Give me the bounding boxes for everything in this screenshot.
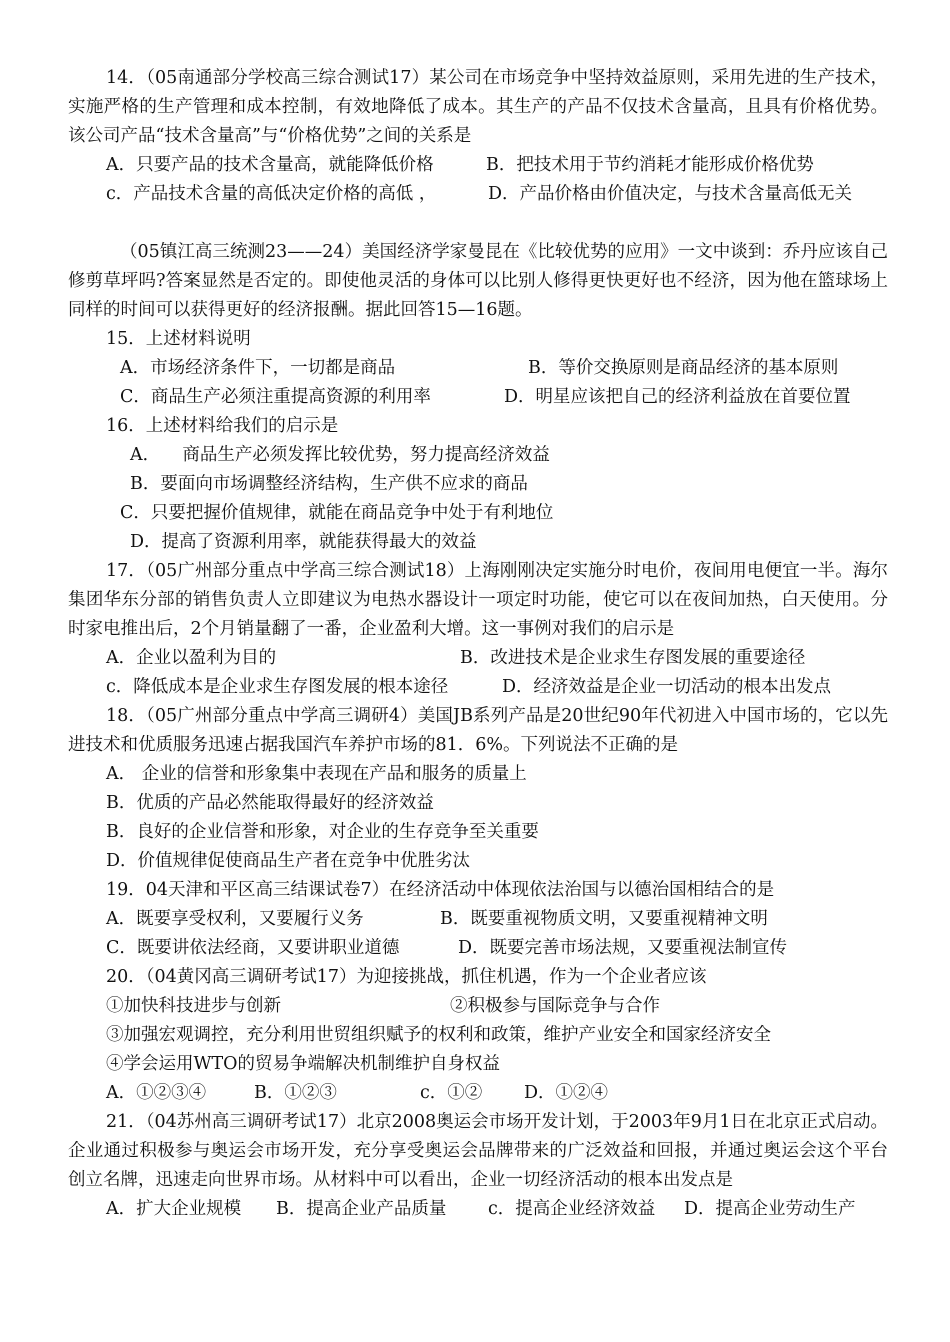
question-17-options-ab	[68, 644, 888, 673]
question-15-option-a: A．市场经济条件下，一切都是商品	[120, 358, 396, 378]
question-20-option-a: A．①②③④	[106, 1083, 207, 1103]
question-17-option-a: A．企业以盈利为目的	[106, 648, 277, 668]
question-18-option-b: B．优质的产品必然能取得最好的经济效益	[106, 793, 434, 813]
question-16-option-c: C．只要把握价值规律，就能在商品竞争中处于有利地位	[120, 503, 554, 523]
question-21-option-a: A．扩大企业规模	[106, 1199, 242, 1219]
question-17-options-cd	[68, 673, 888, 702]
question-17-stem: 17．（05广州部分重点中学高三综合测试18）上海刚刚决定实施分时电价，夜间用电便宜一半。海尔集团华东分部的销售负责人立即建议为电热水器设计一项定时功能，使它可以在夜间加热，白天使用。分时家电推出后，2个月销量翻了一番，企业盈利大增。这一事例对我们的启示是	[68, 561, 888, 639]
question-20-options	[68, 1079, 888, 1108]
question-20-statement-4: ④学会运用WTO的贸易争端解决机制维护自身权益	[106, 1054, 501, 1074]
question-18-option-d: D．价值规律促使商品生产者在竞争中优胜劣汰	[106, 851, 471, 871]
question-18-stem: 18．（05广州部分重点中学高三调研4）美国JB系列产品是20世纪90年代初进入中国市场的，它以先进技术和优质服务迅速占据我国汽车养护市场的81．6%。下列说法不正确的是	[68, 706, 888, 755]
question-20-option-b: B．①②③	[254, 1083, 337, 1103]
question-18-option-a: A． 企业的信誉和形象集中表现在产品和服务的质量上	[106, 764, 527, 784]
question-15-options-cd	[68, 383, 888, 412]
question-20-statement-3: ③加强宏观调控，充分利用世贸组织赋予的权利和政策，维护产业安全和国家经济安全	[106, 1025, 771, 1045]
question-14-option-b: B．把技术用于节约消耗才能形成价格优势	[486, 155, 814, 175]
question-17-option-b: B．改进技术是企业求生存图发展的重要途径	[460, 648, 806, 668]
question-16-option-d: D．提高了资源利用率，就能获得最大的效益	[130, 532, 477, 552]
question-14-options-ab	[68, 151, 888, 180]
question-20-option-c: c．①②	[420, 1083, 483, 1103]
question-20-statement-2: ②积极参与国际竞争与合作	[450, 996, 660, 1016]
question-17-option-d: D．经济效益是企业一切活动的根本出发点	[502, 677, 832, 697]
question-16-stem: 16．上述材料给我们的启示是	[106, 416, 339, 436]
question-19-options-cd	[68, 934, 888, 963]
question-14-option-c: c．产品技术含量的高低决定价格的高低 ，	[106, 184, 437, 204]
question-21-options	[68, 1195, 888, 1224]
question-19-stem: 19．04天津和平区高三结课试卷7）在经济活动中体现依法治国与以德治国相结合的是	[106, 880, 775, 900]
question-16-option-b: B．要面向市场调整经济结构，生产供不应求的商品	[130, 474, 528, 494]
document-content: 14．（05南通部分学校高三综合测试17）某公司在市场竞争中坚持效益原则，采用先进的生产技术，实施严格的生产管理和成本控制，有效地降低了成本。其生产的产品不仅技术含量高，且具有价格优势。该公司产品“技术含量高”与“价格优势”之间的关系是 A．只要产品的技术含量高，就能降低价格 B．把技术用于节约消耗才能形成价格优势 c．产品技术含量的高低决定价格的高低 ， D．产品价格由价值决定，与技术含量高低无关 （05镇江高三统测23——24）美国经济学家曼昆在《比较优势的应用》一文中谈到：乔丹应该自己修剪草坪吗?答案显然是否定的。即使他灵活的身体可以比别人修得更快更好也不经济，因为他在篮球场上同样的时间可以获得更好的经济报酬。据此回答15—16题。 15．上述材料说明 A．市场经济条件下，一切都是商品 B．等价交换原则是商品经济的基本原则 C．商品生产必须注重提高资源的利用率 D．明星应该把自己的经济利益放在首要位置 16．上述材料给我们的启示是 A． 商品生产必须发挥比较优势，努力提高经济效益 B．要面向市场调整经济结构，生产供不应求的商品 C．只要把握价值规律，就能在商品竞争中处于有利地位 D．提高了资源利用率，就能获得最大的效益 17．（05广州部分重点中学高三综合测试18）上海刚刚决定实施分时电价，夜间用电便宜一半。海尔集团华东分部的销售负责人立即建议为电热水器设计一项定时功能，使它可以在夜间加热，白天使用。分时家电推出后，2个月销量翻了一番，企业盈利大增。这一事例对我们的启示是 A．企业以盈利为目的 B．改进技术是企业求生存图发展的重要途径 c．降低成本是企业求生存图发展的根本途径 D．经济效益是企业一切活动的根本出发点 18．（05广州部分重点中学高三调研4）美国JB系列产品是20世纪90年代初进入中国市场的，它以先进技术和优质服务迅速占据我国汽车养护市场的81．6%。下列说法不正确的是 A． 企业的信誉和形象集中表现在产品和服务的质量上 B．优质的产品必然能取得最好的经济效益 B．良好的企业信誉和形象，对企业的生存竞争至关重要 D．价值规律促使商品生产者在竞争中优胜劣汰 19．04天津和平区高三结课试卷7）在经济活动中体现依法治国与以德治国相结合的是 A．既要享受权利，又要履行义务 B．既要重视物质文明，又要重视精神文明 C．既要讲依法经商，又要讲职业道德 D．既要完善市场法规，又要重视法制宣传 20．（04黄冈高三调研考试17）为迎接挑战，抓住机遇，作为一个企业者应该 ①加快科技进步与创新 ②积极参与国际竞争与合作 ③加强宏观调控，充分利用世贸组织赋予的权利和政策，维护产业安全和国家经济安全 ④学会运用WTO的贸易争端解决机制维护自身权益 A．①②③④ B．①②③ c．①② D．①②④ 21．（04苏州高三调研考试17）北京2008奥运会市场开发计划，于2003年9月1日在北京正式启动。企业通过积极参与奥运会市场开发，充分享受奥运会品牌带来的广泛效益和回报，并通过奥运会这个平台创立名牌，迅速走向世界市场。从材料中可以看出，企业一切经济活动的根本出发点是 A．扩大企业规模 B．提高企业产品质量 c．提高企业经济效益 D．提高企业劳动生产	[68, 64, 888, 1224]
question-15-option-c: C．商品生产必须注重提高资源的利用率	[120, 387, 431, 407]
question-19-option-c: C．既要讲依法经商，又要讲职业道德	[106, 938, 400, 958]
question-15-option-d: D．明星应该把自己的经济利益放在首要位置	[504, 387, 851, 407]
question-15-options-ab	[68, 354, 888, 383]
material-15-16-intro: （05镇江高三统测23——24）美国经济学家曼昆在《比较优势的应用》一文中谈到：乔丹应该自己修剪草坪吗?答案显然是否定的。即使他灵活的身体可以比别人修得更快更好也不经济，因为他在篮球场上同样的时间可以获得更好的经济报酬。据此回答15—16题。	[68, 242, 888, 320]
question-14-option-a: A．只要产品的技术含量高，就能降低价格	[106, 155, 434, 175]
question-21-option-d: D．提高企业劳动生产	[684, 1199, 856, 1219]
question-21-option-b: B．提高企业产品质量	[276, 1199, 447, 1219]
question-15-option-b: B．等价交换原则是商品经济的基本原则	[528, 358, 839, 378]
question-19-option-d: D．既要完善市场法规，又要重视法制宣传	[458, 938, 788, 958]
question-19-option-b: B．既要重视物质文明，又要重视精神文明	[440, 909, 768, 929]
question-21-stem: 21．（04苏州高三调研考试17）北京2008奥运会市场开发计划，于2003年9月1日在北京正式启动。企业通过积极参与奥运会市场开发，充分享受奥运会品牌带来的广泛效益和回报，并通过奥运会这个平台创立名牌，迅速走向世界市场。从材料中可以看出，企业一切经济活动的根本出发点是	[68, 1112, 888, 1190]
question-20-stem: 20．（04黄冈高三调研考试17）为迎接挑战，抓住机遇，作为一个企业者应该	[106, 967, 707, 987]
question-21-option-c: c．提高企业经济效益	[488, 1199, 656, 1219]
question-20-option-d: D．①②④	[524, 1083, 609, 1103]
question-19-options-ab	[68, 905, 888, 934]
question-20-statement-1: ①加快科技进步与创新	[106, 996, 281, 1016]
question-20-statements-12	[68, 992, 888, 1021]
question-18-option-c: B．良好的企业信誉和形象，对企业的生存竞争至关重要	[106, 822, 539, 842]
question-15-stem: 15．上述材料说明	[106, 329, 251, 349]
question-19-option-a: A．既要享受权利，又要履行义务	[106, 909, 364, 929]
question-17-option-c: c．降低成本是企业求生存图发展的根本途径	[106, 677, 449, 697]
question-16-option-a: A． 商品生产必须发挥比较优势，努力提高经济效益	[130, 445, 550, 465]
question-14-stem: 14．（05南通部分学校高三综合测试17）某公司在市场竞争中坚持效益原则，采用先进的生产技术，实施严格的生产管理和成本控制，有效地降低了成本。其生产的产品不仅技术含量高，且具有价格优势。该公司产品“技术含量高”与“价格优势”之间的关系是	[68, 68, 888, 146]
